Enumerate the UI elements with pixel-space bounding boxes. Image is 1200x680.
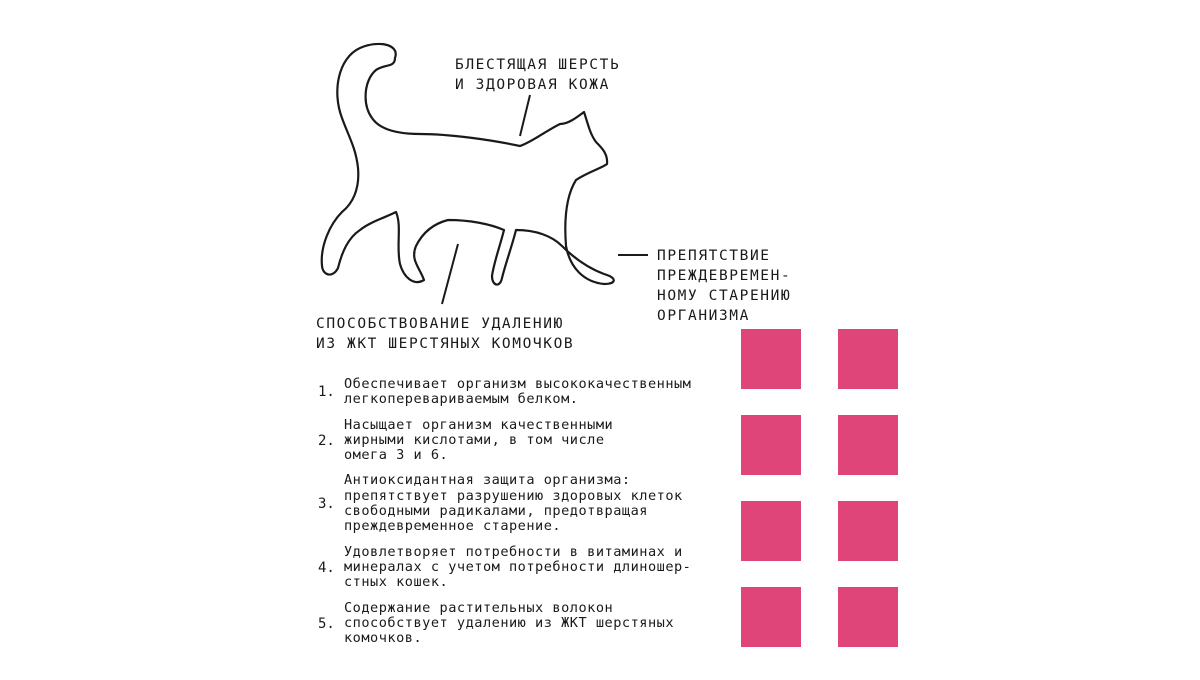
benefit-number: 4. <box>318 559 335 576</box>
benefit-item <box>316 377 746 408</box>
pink-square <box>741 587 801 647</box>
benefit-line: комочков. <box>344 630 423 647</box>
pink-square <box>838 501 898 561</box>
annotation-line: ОРГАНИЗМА <box>657 308 750 324</box>
benefit-item <box>316 418 746 464</box>
benefit-line: жирными кислотами, в том числе <box>344 431 605 448</box>
benefit-line: Содержание растительных волокон <box>344 599 614 616</box>
pink-square <box>838 415 898 475</box>
benefit-number: 1. <box>318 384 335 401</box>
annotation-coat <box>455 55 620 95</box>
pink-square <box>741 501 801 561</box>
benefit-item <box>316 601 746 647</box>
decorative-squares <box>741 329 901 649</box>
annotation-line: БЛЕСТЯЩАЯ ШЕРСТЬ <box>455 57 621 73</box>
annotation-aging <box>657 246 791 326</box>
annotation-line: НОМУ СТАРЕНИЮ <box>657 288 792 304</box>
benefit-text <box>344 545 746 591</box>
benefit-line: Обеспечивает организм высококачественным <box>344 376 692 392</box>
benefit-line: легкоперевариваемым белком. <box>344 391 579 408</box>
benefit-line: преждевременное старение. <box>344 518 562 535</box>
benefit-line: минералах с учетом потребности длиношер- <box>344 558 692 575</box>
pink-square <box>741 329 801 389</box>
benefit-text <box>344 377 746 408</box>
benefit-line: препятствует разрушению здоровых клеток <box>344 487 683 504</box>
annotation-line: СПОСОБСТВОВАНИЕ УДАЛЕНИЮ <box>316 316 564 332</box>
benefit-text <box>344 601 746 647</box>
benefit-line: способствует удалению из ЖКТ шерстяных <box>344 614 674 631</box>
annotation-line: ПРЕЖДЕВРЕМЕН- <box>657 268 792 284</box>
benefit-line: омега 3 и 6. <box>344 447 449 464</box>
pink-square <box>838 329 898 389</box>
benefit-line: стных кошек. <box>344 574 449 591</box>
benefit-item <box>316 473 746 534</box>
benefit-line: Насыщает организм качественными <box>344 416 614 433</box>
annotation-line: И ЗДОРОВАЯ КОЖА <box>455 77 610 93</box>
benefit-line: Антиоксидантная защита организма: <box>344 472 631 489</box>
annotation-hairballs <box>316 314 574 354</box>
coat-pointer <box>520 95 530 136</box>
annotation-line: ИЗ ЖКТ ШЕРСТЯНЫХ КОМОЧКОВ <box>316 336 575 352</box>
benefit-item <box>316 545 746 591</box>
benefit-text <box>344 473 746 534</box>
benefits-list <box>316 377 746 656</box>
benefit-line: Удовлетворяет потребности в витаминах и <box>344 543 683 560</box>
benefit-text <box>344 418 746 464</box>
hairball-pointer <box>442 244 458 304</box>
benefit-number: 5. <box>318 615 335 632</box>
benefit-line: свободными радикалами, предотвращая <box>344 503 648 520</box>
benefit-number: 3. <box>318 496 335 513</box>
pink-square <box>838 587 898 647</box>
pink-square <box>741 415 801 475</box>
benefit-number: 2. <box>318 432 335 449</box>
annotation-line: ПРЕПЯТСТВИЕ <box>657 248 771 264</box>
